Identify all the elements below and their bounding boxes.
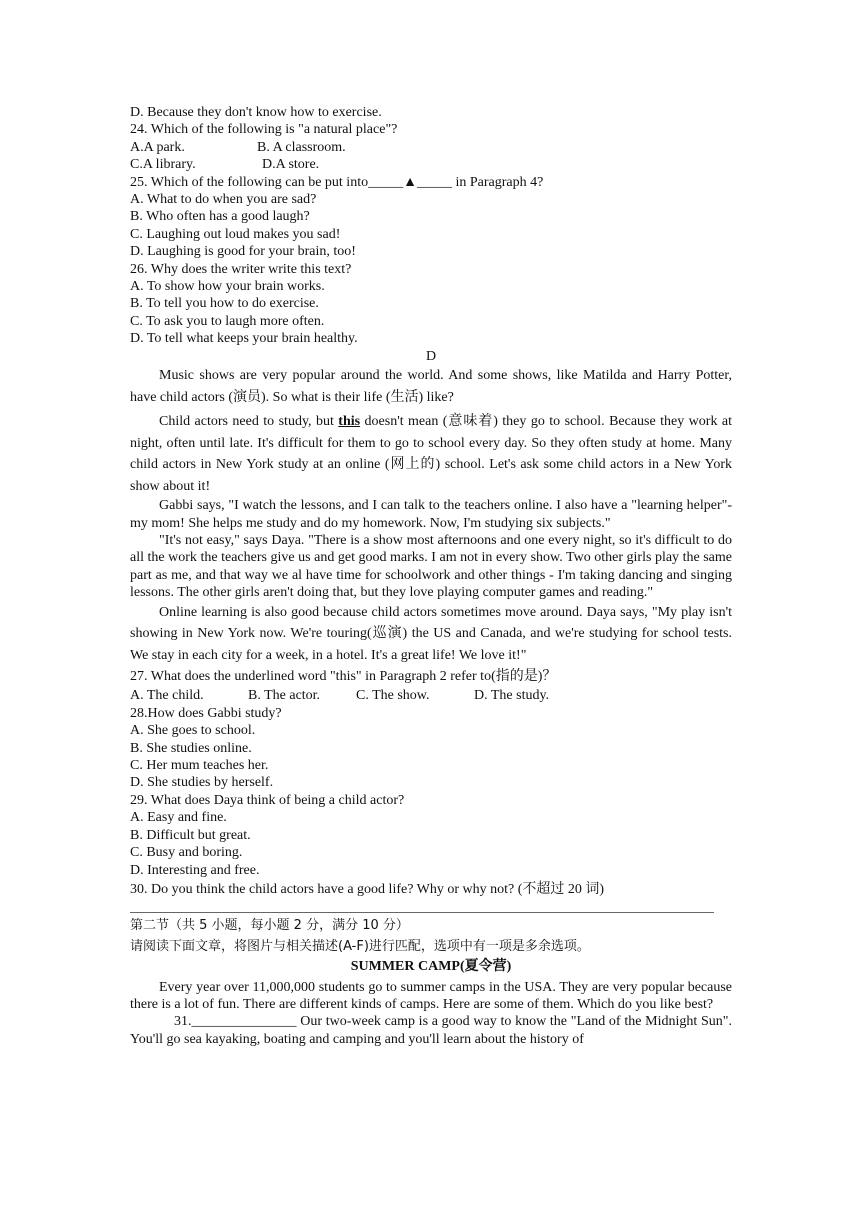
q24-options-row2 [130, 156, 732, 173]
q24-question: 24. Which of the following is "a natural place"? [130, 122, 398, 138]
exam-page [130, 104, 732, 1048]
q28-option-b: B. She studies online. [130, 740, 252, 756]
q25-option-b: B. Who often has a good laugh? [130, 209, 310, 225]
section-d-label: D [425, 348, 437, 364]
q25-option-a: A. What to do when you are sad? [130, 192, 317, 208]
q25-option-c: C. Laughing out loud makes you sad! [130, 226, 341, 242]
q29-question: 29. What does Daya think of being a child actor? [130, 792, 405, 808]
q26-option-d: D. To tell what keeps your brain healthy. [130, 331, 358, 347]
q27-option-b: B. The actor. [248, 688, 321, 704]
q31-text: Our two-week camp is a good way to know the "Land of the Midnight Sun". You'll go sea kayaking, boating and camping and you'll learn about the history of [130, 1014, 732, 1047]
q26-question: 26. Why does the writer write this text? [130, 261, 352, 277]
q27-question: 27. What does the underlined word "this" in Paragraph 2 refer to(指的是)？ [130, 669, 557, 685]
q24-option-b: B. A classroom. [257, 139, 346, 155]
q29-option-a: A. Easy and fine. [130, 810, 227, 826]
q30-answer-line[interactable] [130, 898, 714, 913]
q24-options-row1 [130, 139, 732, 156]
q25-question: 25. Which of the following can be put into_____▲_____ in Paragraph 4? [130, 174, 544, 190]
q24-option-c: C.A library. [130, 157, 196, 173]
q26-option-c: C. To ask you to laugh more often. [130, 313, 325, 329]
q23-option-d: D. Because they don't know how to exercise. [130, 105, 382, 120]
passage-paragraph-2 [130, 411, 732, 497]
q27-option-d: D. The study. [474, 688, 550, 704]
q31-paragraph [130, 1013, 732, 1048]
passage-paragraph-3: Gabbi says, "I watch the lessons, and I can talk to the teachers online. I also have a "learning helper"- my mom! She helps me study and do my homework. Now, I'm studying six subjects." [130, 498, 732, 531]
q24-option-d: D.A store. [262, 157, 320, 173]
passage-paragraph-1: Music shows are very popular around the world. And some shows, like Matilda and Harry Potter, have child actors (演员). So what is their life (生活) like? [130, 368, 732, 405]
summer-camp-intro: Every year over 11,000,000 students go to summer camps in the USA. They are very popular because there is a lot of fun. There are different kinds of camps. Here are some of them. Which do you like best? [130, 979, 732, 1012]
q28-option-a: A. She goes to school. [130, 723, 256, 739]
p2-before: Child actors need to study, but [159, 414, 339, 430]
passage-paragraph-5: Online learning is also good because child actors sometimes move around. Daya says, "My play isn't showing in New York now. We're touring(巡演) the US and Canada, and we're studying for school tests. We stay in each city for a week, in a hotel. It's a great life! We love it!" [130, 604, 732, 663]
p2-after: doesn't mean (意味着) they go to school. Because they work at night, often until late. It's difficult for them to go to school every day. So they often study at home. Many child actors in New York study at an online (网上的) school. Let's ask some child actors in a New York show about it! [130, 414, 732, 494]
q28-option-d: D. She studies by herself. [130, 775, 274, 791]
q29-option-c: C. Busy and boring. [130, 845, 243, 861]
q31-blank: 31._______________ [174, 1014, 297, 1030]
passage-paragraph-4: "It's not easy," says Daya. "There is a show most afternoons and one every night, so it's difficult to do all the work the teachers give us and get good marks. I am not in every show. Two other girls play the same part as me, and that way we al have time for schoolwork and other things - I'm taking dancing and singing lessons. The other girls aren't doing that, but they love playing computer games and reading." [130, 532, 732, 601]
q26-option-b: B. To tell you how to do exercise. [130, 296, 319, 312]
q25-option-d: D. Laughing is good for your brain, too! [130, 244, 356, 260]
q27-option-c: C. The show. [356, 688, 430, 704]
q24-option-a: A.A park. [130, 139, 185, 155]
summer-camp-title: SUMMER CAMP(夏令营) [350, 959, 512, 975]
q29-option-b: B. Difficult but great. [130, 827, 251, 843]
underlined-word-this: this [338, 414, 361, 430]
part2-instruction: 请阅读下面文章，将图片与相关描述(A-F)进行匹配，选项中有一项是多余选项。 [130, 938, 590, 954]
q29-option-d: D. Interesting and free. [130, 862, 260, 878]
part2-heading: 第二节（共 5 小题，每小题 2 分，满分 10 分） [130, 918, 409, 934]
q27-option-a: A. The child. [130, 688, 204, 704]
q27-options-row [130, 687, 732, 704]
q28-option-c: C. Her mum teaches her. [130, 758, 269, 774]
q30-question: 30. Do you think the child actors have a good life? Why or why not? (不超过 20 词) [130, 881, 605, 897]
q26-option-a: A. To show how your brain works. [130, 279, 325, 295]
q28-question: 28.How does Gabbi study? [130, 705, 282, 721]
